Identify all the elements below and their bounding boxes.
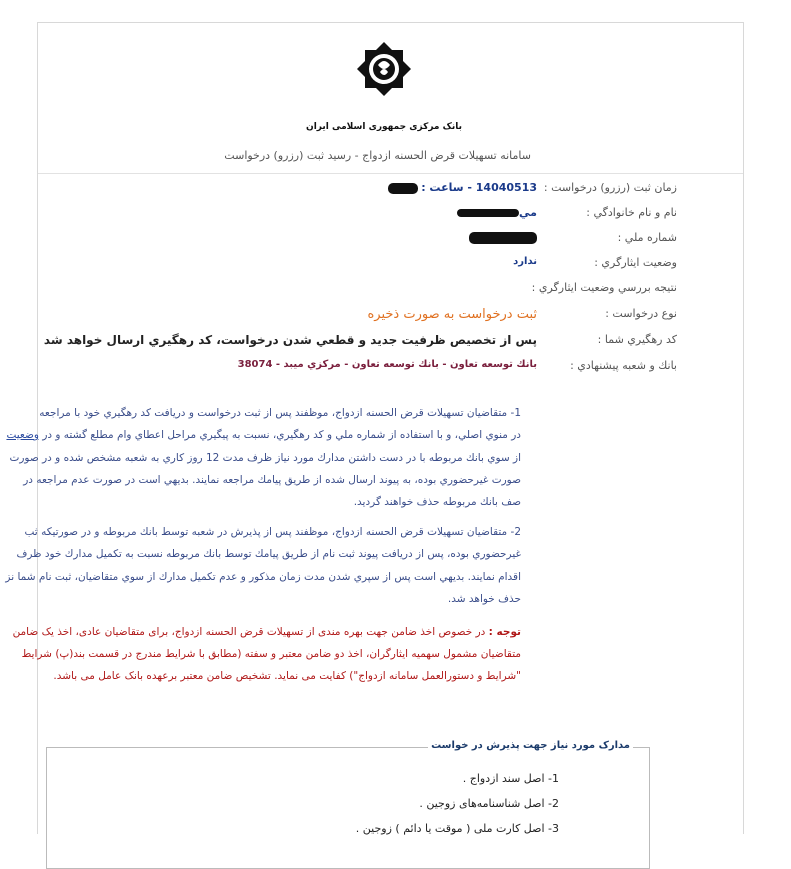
request-type-value: ثبت درخواست به صورت ذخيره <box>367 307 537 322</box>
note-title: توجه : <box>488 626 521 638</box>
field-row-full-name <box>38 206 743 226</box>
field-row-bank-branch <box>38 359 743 379</box>
field-label: بانك و شعبه پيشنهادي : <box>570 359 677 372</box>
paragraph-line: توجه : در خصوص اخذ ضامن جهت بهره مندی از تسهيلات قرض الحسنه ازدواج، برای متقاضيان عادی، اخذ يک ضامن <box>12 626 521 638</box>
registration-time-value: 14040513 - ساعت : <box>421 181 537 194</box>
bank-branch-value: بانك توسعه تعاون - بانك توسعه تعاون - مركزي ميبد - 38074 <box>237 359 537 370</box>
redacted-block <box>457 209 519 217</box>
field-label: نوع درخواست : <box>605 307 677 320</box>
field-label: زمان ثبت (رزرو) درخواست : <box>543 181 677 194</box>
paragraph-line: 1- متقاضيان تسهيلات قرض الحسنه ازدواج، موظفند پس از ثبت درخواست و دريافت كد رهگيري خود با مراجعه <box>39 407 521 419</box>
field-row-tracking-code <box>38 333 743 353</box>
field-label: وضعيت ايثارگري : <box>594 256 677 269</box>
field-label: شماره ملي : <box>617 231 677 244</box>
paragraph-line: متقاضيان مشمول سهميه ايثارگران، اخذ دو ضامن معتبر و سفته (مطابق با شرايط مندرج در قسمت بند(پ) شرايط <box>21 648 521 660</box>
field-row-registration-time <box>38 181 743 201</box>
paragraph-line: 2- متقاضيان تسهيلات قرض الحسنه ازدواج، موظفند پس از پذيرش در شعبه توسط بانك مربوطه و در صورتيكه ثب <box>24 526 521 538</box>
field-label: نتيجه بررسي وضعيت ايثارگري : <box>531 281 677 294</box>
field-row-veteran-review <box>38 281 743 301</box>
paragraph-line: صورت غيرحضوري بوده، به پيوند ارسال شده از طريق پيامك مراجعه نمايند. بديهي است در صورت عدم مراجعه در <box>23 474 521 486</box>
status-link[interactable]: وضعيت <box>6 429 39 441</box>
document-item: 1- اصل سند ازدواج . <box>462 772 559 785</box>
logo-text: بانک مرکزی جمهوری اسلامی ایران <box>306 122 462 132</box>
tracking-code-value: پس از تخصيص ظرفيت جديد و قطعي شدن درخواست، كد رهگيري ارسال خواهد شد <box>43 333 537 347</box>
field-row-request-type <box>38 307 743 327</box>
paragraph-line: غيرحضوري بوده، پس از دريافت پيوند ثبت نام از طريق پيامك توسط بانك مربوطه نسبت به تكميل مدارك خود ظرف <box>16 548 521 560</box>
field-row-veteran-status <box>38 256 743 276</box>
veteran-status-value: ندارد <box>513 256 537 267</box>
paragraph-line: صف بانك مربوطه حذف خواهند گرديد. <box>353 496 521 508</box>
field-label: كد رهگيري شما : <box>597 333 677 346</box>
document-item: 3- اصل كارت ملی ( موقت يا دائم ) زوجين . <box>355 822 559 835</box>
required-documents-box <box>46 740 650 869</box>
field-row-national-id <box>38 231 743 251</box>
paragraph-line: در منوي اصلي، و با استفاده از شماره ملي و كد رهگيري، نسبت به پيگيري مراحل اعطاي وام مطلع گشته و در وضعيت <box>6 429 521 441</box>
paragraph-line: از سوي بانك مربوطه با در دست داشتن مدارك مورد نياز ظرف مدت 12 روز كاري به شعبه مشخص شده و در صورت <box>9 452 521 464</box>
redacted-block <box>469 232 537 244</box>
document-item: 2- اصل شناسنامه‌های زوجين . <box>419 797 559 810</box>
paragraph-line: اقدام نمايند. بديهي است پس از سپري شدن مدت زمان مذكور و عدم تكميل مدارك از سوي متقاضيان، ثبت نام شما نز <box>5 571 521 583</box>
central-bank-logo <box>306 41 462 136</box>
required-documents-legend: مدارک مورد نياز جهت پذيرش در خواست <box>428 740 633 751</box>
full-name-value: مي <box>519 206 537 219</box>
paragraph-line: حذف خواهد شد. <box>447 593 521 605</box>
divider <box>38 173 743 174</box>
redacted-block <box>388 183 418 194</box>
page-subtitle: سامانه تسهیلات قرض الحسنه ازدواج - رسید ثبت (رزرو) درخواست <box>224 149 531 162</box>
receipt-page <box>5 22 744 835</box>
field-label: نام و نام خانوادگي : <box>586 206 677 219</box>
paragraph-line: "شرايط و دستورالعمل سامانه ازدواج") كفايت می نمايد. تشخيص ضامن معتبر برعهده بانک عامل می باشد. <box>53 670 521 682</box>
